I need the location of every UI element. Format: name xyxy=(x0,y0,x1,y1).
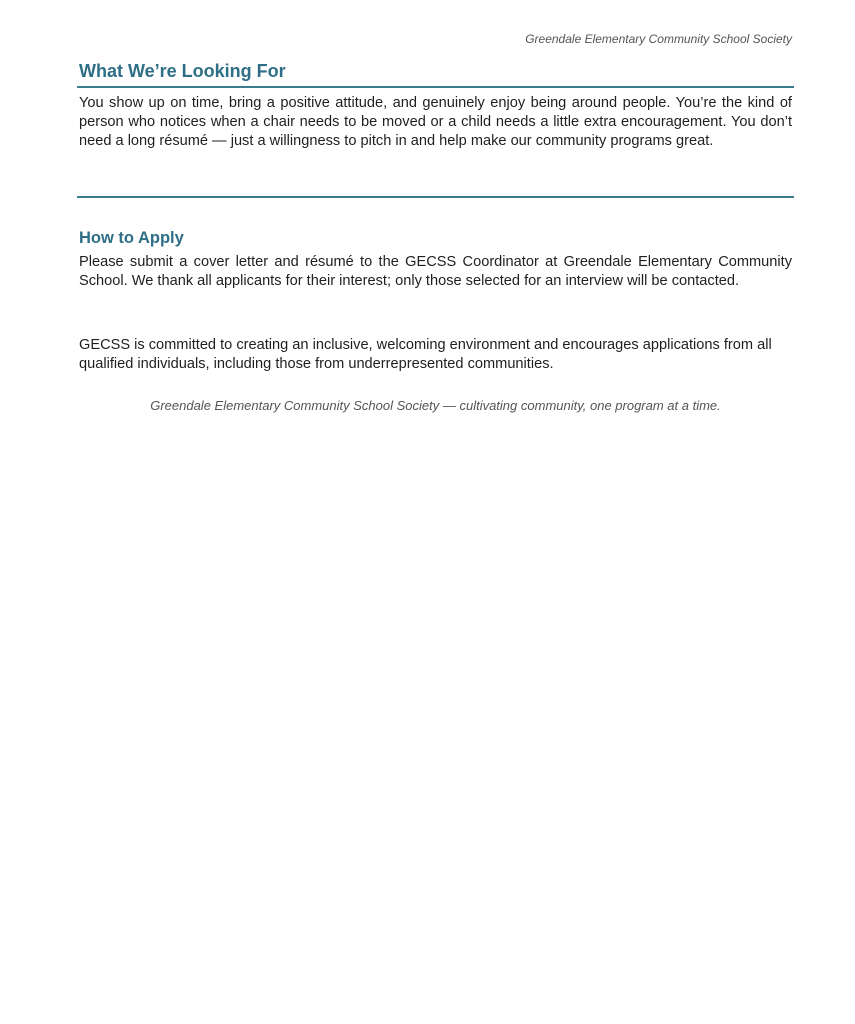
section-divider xyxy=(77,196,794,198)
running-header: Greendale Elementary Community School Society xyxy=(525,32,792,46)
footer-tagline: Greendale Elementary Community School Society — cultivating community, one program at a time. xyxy=(150,398,721,413)
how-to-apply-paragraph: Please submit a cover letter and résumé to the GECSS Coordinator at Greendale Elementary Community School. We thank all applicants for their interest; only those selected for an interview will be contacted. xyxy=(79,254,792,289)
heading-underline xyxy=(77,86,794,88)
looking-for-paragraph: You show up on time, bring a positive attitude, and genuinely enjoy being around people. You’re the kind of person who notices when a chair needs to be moved or a child needs a little extra encouragement. You don’t need a long résumé — just a willingness to pitch in and help make our community programs great. xyxy=(79,95,792,149)
section-heading-how-to-apply: How to Apply xyxy=(79,229,184,247)
section-heading-looking-for: What We’re Looking For xyxy=(79,61,286,81)
inclusion-statement: GECSS is committed to creating an inclusive, welcoming environment and encourages applications from all qualified individuals, including those from underrepresented communities. xyxy=(79,337,772,372)
